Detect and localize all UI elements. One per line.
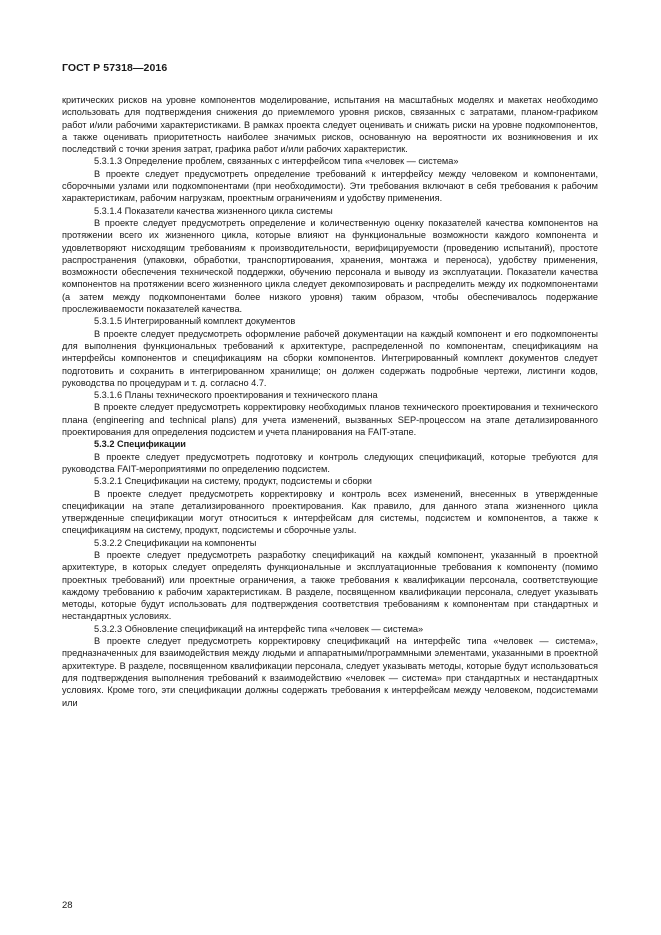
paragraph-system-specifications: В проекте следует предусмотреть корректировку и контроль всех изменений, внесенных в утвержденные спецификации на этапе детализированного проектирования. Как правило, для данного этапа жизненного цикла утвержденные спецификации могут относиться к интерфейсам для системы, подсистем и компонентов, а также к спецификациям на систему, продукт, подсистемы и сборочные узлы. — [62, 488, 598, 536]
page-number: 28 — [62, 900, 73, 911]
paragraph-integrated-documents: В проекте следует предусмотреть оформление рабочей документации на каждый компонент и его подкомпоненты для выполнения функциональных требований к архитектуре, распределенной по компонентам, спецификациям на интерфейсы компонентов и спецификациям на сборки компонентов. Интегрированный комплект документов следует подготовить и сохранить в интегрированном хранилище; он должен содержать подробные чертежи, листинги кодов, руководства по процедурам и т. д. согласно 4.7. — [62, 328, 598, 388]
section-heading-5-3-2-2: 5.3.2.2 Спецификации на компоненты — [94, 537, 257, 548]
document-body — [62, 94, 598, 709]
section-heading-5-3-2-3: 5.3.2.3 Обновление спецификаций на интерфейс типа «человек — система» — [94, 623, 424, 634]
paragraph-specifications-intro: В проекте следует предусмотреть подготовку и контроль следующих спецификаций, которые требуются для руководства FAIT-мероприятиями по определению подсистем. — [62, 451, 598, 474]
paragraph-risks-continuation: критических рисков на уровне компонентов моделирование, испытания на масштабных моделях и макетах необходимо использовать для подтверждения снижения до приемлемого уровня рисков, связанных с затратами, планом-графиком работ и/или рабочими характеристиками. В рамках проекта следует оценивать и снижать риски на уровне подкомпонентов, а также оценивать приоритетность наиболее значимых рисков, основанную на вероятности их возникновения и их последствий с точки зрения затрат, графика работ и/или рабочих характеристик. — [62, 95, 598, 155]
document-standard-header: ГОСТ Р 57318—2016 — [62, 62, 168, 74]
section-heading-5-3-2: 5.3.2 Спецификации — [94, 439, 186, 450]
paragraph-interface-requirements: В проекте следует предусмотреть определение требований к интерфейсу между человеком и компонентами, сборочными узлами или подкомпонентами (при необходимости). Эти требования включают в себя требования к рабочим характеристикам, рабочим нагрузкам, проектным ограничениям и удобству применения. — [62, 168, 598, 204]
paragraph-human-system-specifications: В проекте следует предусмотреть корректировку спецификаций на интерфейс типа «человек — система», предназначенных для взаимодействия между людьми и аппаратными/программными элементами, указанными в проектной архитектуре. В разделе, посвященном квалификации персонала, следует указывать методы, которые будут использоваться для подтверждения выполнения требований к взаимодействию «человек — система» при стандартных и нестандартных условиях. Кроме того, эти спецификации должны содержать требования к интерфейсам между человеком, подсистемами или — [62, 636, 598, 708]
paragraph-technical-plans: В проекте следует предусмотреть корректировку необходимых планов технического проектирования и технического плана (engineering and technical plans) для учета изменений, вызванных SEP-процессом на этапе детализированного проектирования для определения подсистем и учета планирования на FAIT-этапе. — [62, 402, 598, 438]
paragraph-component-specifications: В проекте следует предусмотреть разработку спецификаций на каждый компонент, указанный в проектной архитектуре, в которых следует определять функциональные и эксплуатационные требования к компоненту (помимо проектных требований) или проектные ограничения, а также требования к квалификации персонала, соответствующие каждому требованию к рабочим характеристикам. В разделе, посвященном квалификации персонала, следует указывать методы, которые будут использовать для подтверждения соответствия требованиям к компонентам при стандартных и нестандартных условиях. — [62, 549, 598, 622]
section-heading-5-3-1-3: 5.3.1.3 Определение проблем, связанных с интерфейсом типа «человек — система» — [94, 156, 459, 167]
paragraph-lifecycle-quality: В проекте следует предусмотреть определение и количественную оценку показателей качества компонентов на протяжении всего их жизненного цикла, которые влияют на функциональные возможности каждого компонента и удовлетворяют нисходящим требованиям к производительности, верифицируемости (проведению испытаний), простоте распространения (упаковки, обработки, транспортирования, хранения, монтажа и переноса), удобству применения, возможности обеспечения технической поддержки, обучению персонала и выводу из эксплуатации. Показатели качества компонентов на протяжении всего жизненного цикла следует декомпозировать и распределить между их подкомпонентами (а затем между подкомпонентами более низкого уровня) таким образом, чтобы обеспечивалось подержание прослеживаемости показателей качества. — [62, 217, 598, 315]
section-heading-5-3-2-1: 5.3.2.1 Спецификации на систему, продукт, подсистемы и сборки — [94, 476, 372, 487]
section-heading-5-3-1-5: 5.3.1.5 Интегрированный комплект документов — [94, 316, 296, 327]
section-heading-5-3-1-4: 5.3.1.4 Показатели качества жизненного цикла системы — [94, 205, 333, 216]
section-heading-5-3-1-6: 5.3.1.6 Планы технического проектирования и технического плана — [94, 390, 378, 401]
